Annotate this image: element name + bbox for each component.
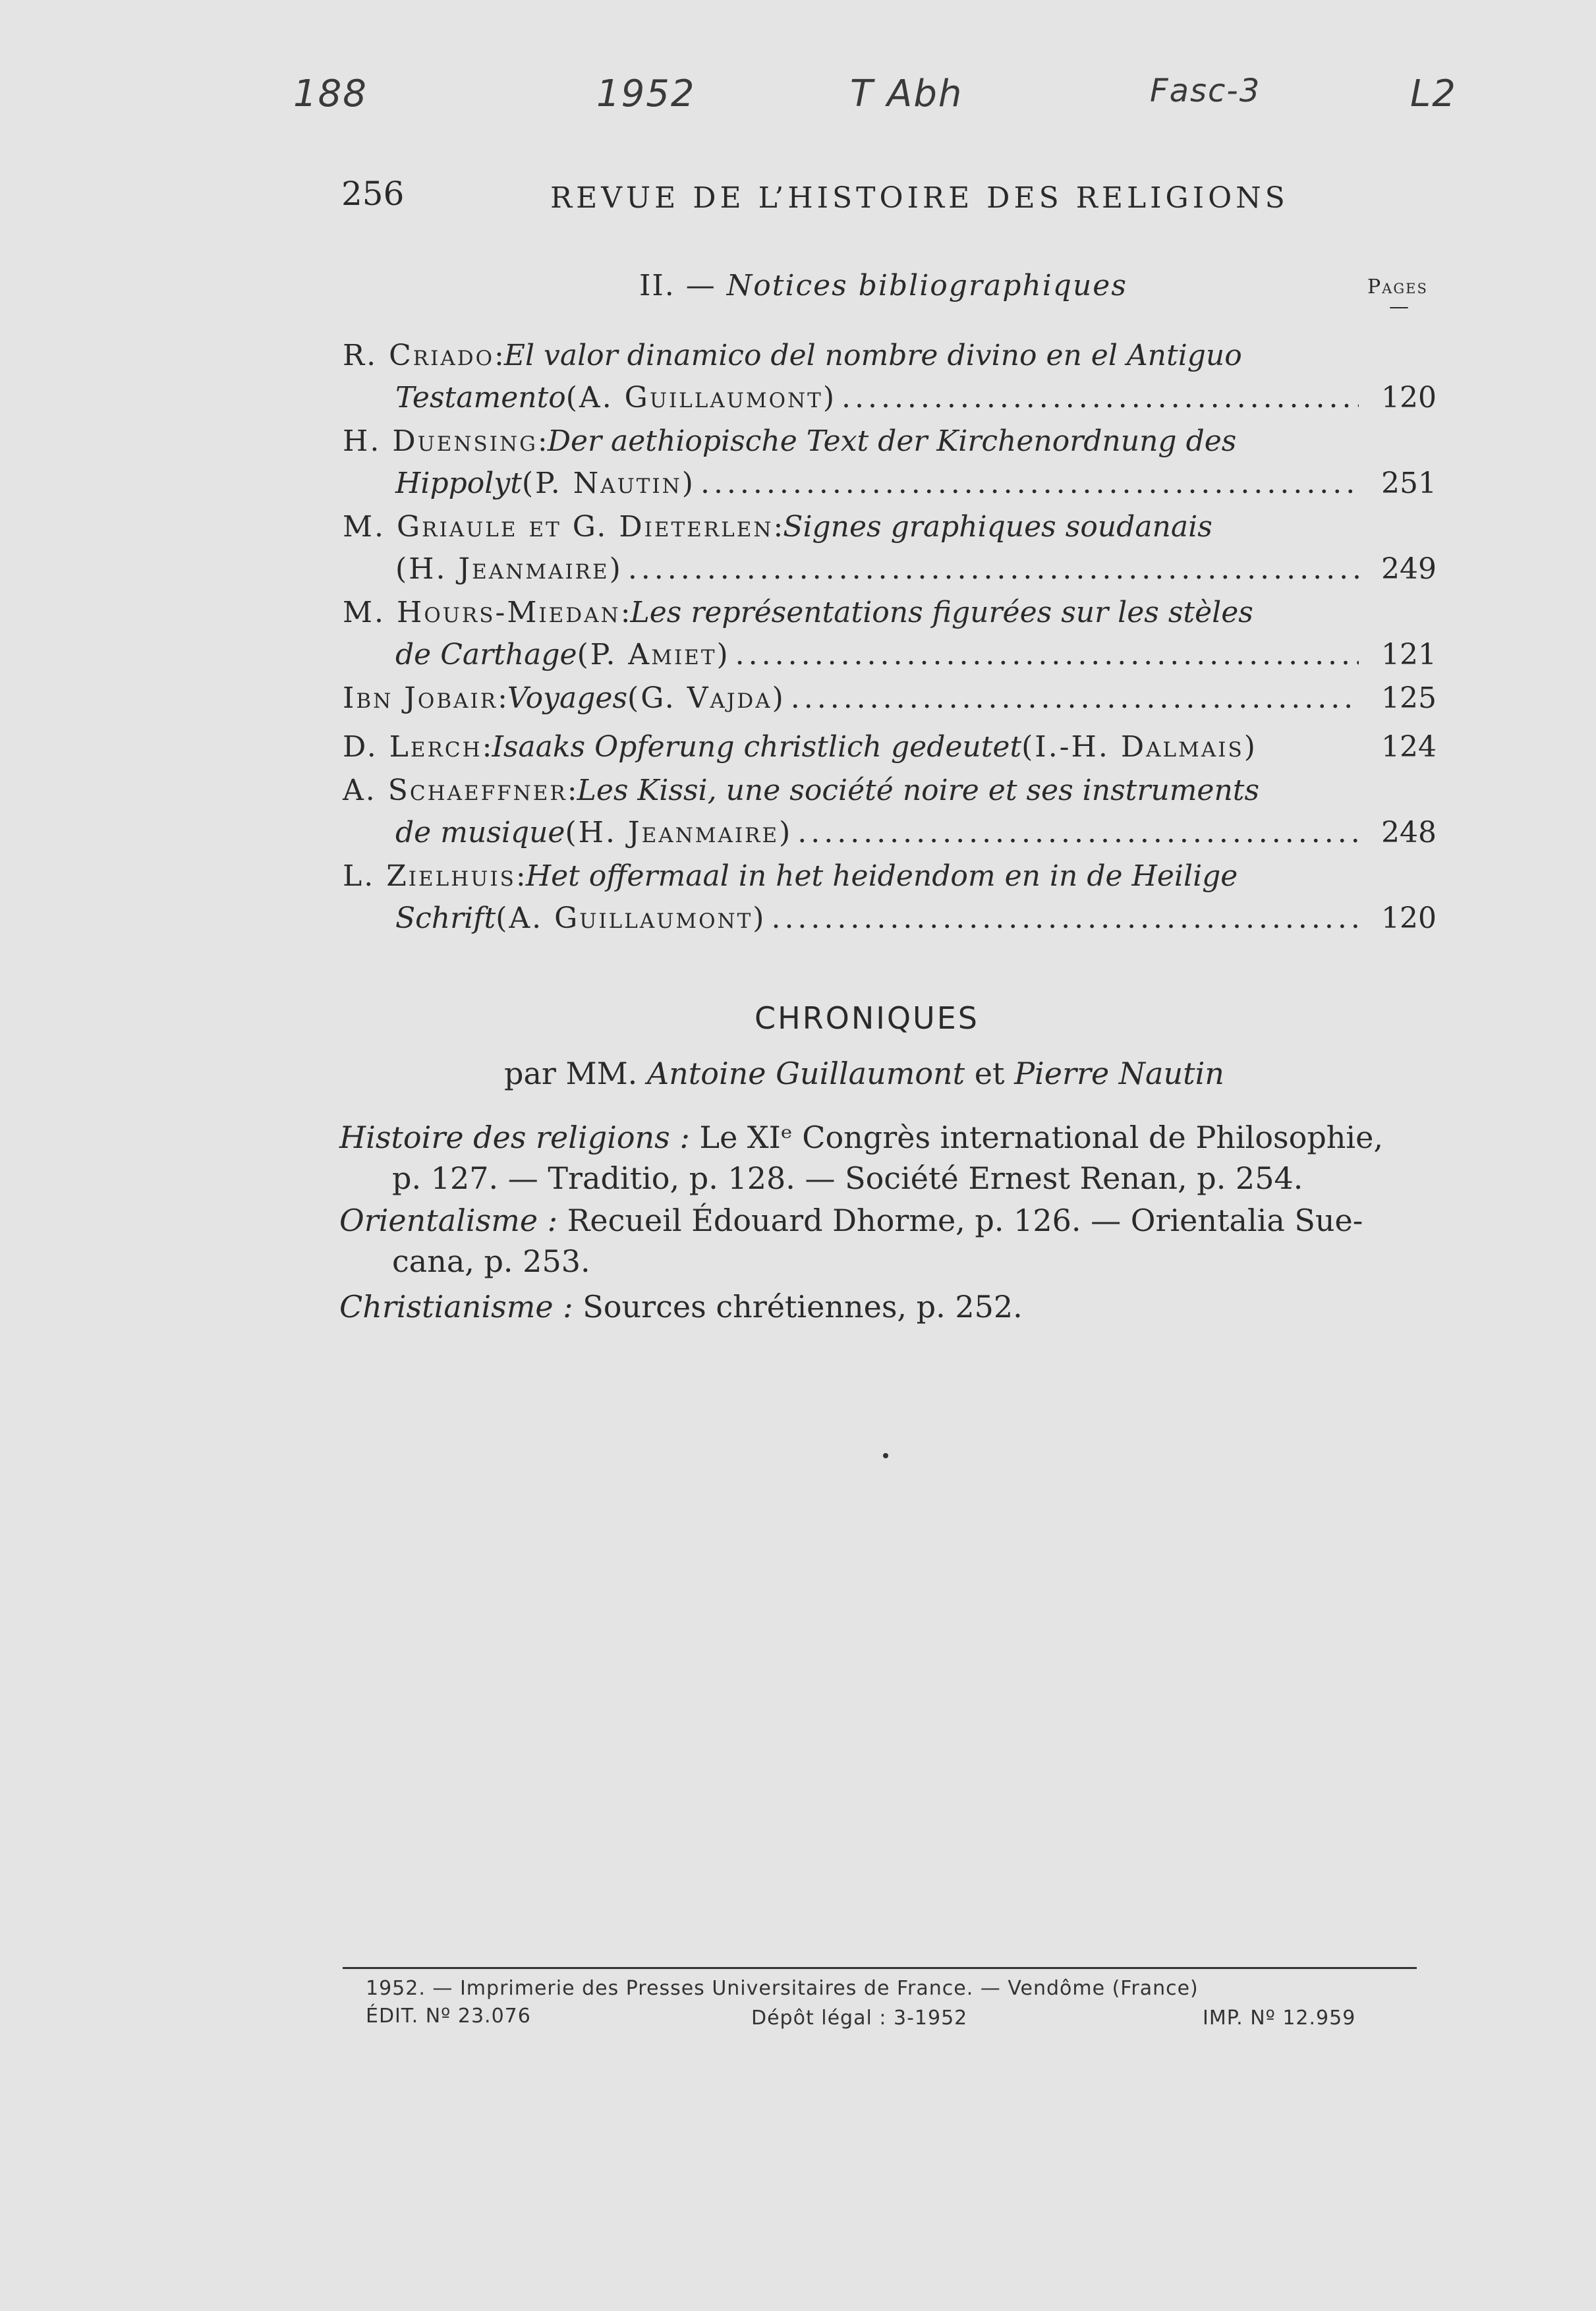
entry-title: Der aethiopische Text der Kirchenordnung des	[547, 424, 1237, 458]
entry-title: Les Kissi, une société noire et ses instruments	[577, 774, 1260, 807]
entry-title: Les représentations figurées sur les stèles	[630, 596, 1253, 629]
entry-author: Ibn Jobair	[343, 681, 498, 715]
entry-title: El valor dinamico del nombre divino en el Antiguo	[503, 339, 1242, 372]
byline-and: et	[965, 1056, 1015, 1091]
entry-page: 249	[1381, 552, 1437, 586]
entry-author: R. Criado	[343, 339, 495, 372]
chronique-label: Christianisme :	[339, 1289, 573, 1325]
entry-title-cont: Hippolyt	[395, 467, 522, 500]
entry-reviewer: (H. Jeanmaire)	[565, 816, 793, 849]
handwritten-note-shelf: L2	[1410, 72, 1457, 115]
notice-entry	[343, 726, 1437, 768]
ornament-dot	[883, 1453, 888, 1458]
notice-entry	[343, 770, 1437, 854]
edition-number: ÉDIT. Nº 23.076	[366, 2005, 531, 2028]
entry-author: D. Lerch	[343, 730, 482, 764]
entry-page: 125	[1381, 681, 1437, 715]
entry-author: M. Griaule et G. Dieterlen	[343, 510, 774, 544]
notice-entry	[343, 335, 1437, 419]
notice-entry	[343, 592, 1437, 676]
chroniques-byline	[504, 1056, 1224, 1091]
entry-title-cont: de musique	[395, 816, 565, 849]
entry-title: Isaaks Opferung christlich gedeutet	[492, 730, 1022, 764]
byline-prefix: par MM.	[504, 1056, 647, 1091]
chronique-label: Orientalisme :	[339, 1203, 558, 1238]
chronique-text: cana, p. 253.	[392, 1243, 590, 1279]
handwritten-note-number: 188	[293, 72, 368, 115]
chronique-text: Recueil Édouard Dhorme, p. 126. — Orientalia Sue-	[557, 1203, 1363, 1238]
entry-title-cont: Schrift	[395, 901, 496, 935]
byline-author-2: Pierre Nautin	[1014, 1056, 1224, 1091]
section-title: Notices bibliographiques	[726, 269, 1127, 302]
entry-separator: :	[773, 510, 784, 544]
entry-reviewer: (I.-H. Dalmais)	[1021, 730, 1257, 764]
pages-column-dash: —	[1389, 295, 1409, 318]
entry-title: Signes graphiques soudanais	[783, 510, 1212, 544]
chronique-text: p. 127. — Traditio, p. 128. — Société Ernest Renan, p. 254.	[392, 1160, 1303, 1196]
entry-author: H. Duensing	[343, 424, 538, 458]
pages-column-label: Pages	[1367, 275, 1428, 299]
chroniques-title: CHRONIQUES	[755, 1000, 979, 1036]
entry-author: M. Hours-Miedan	[343, 596, 621, 629]
chronique-text: Sources chrétiennes, p. 252.	[573, 1289, 1023, 1325]
section-heading	[639, 269, 1127, 302]
entry-author: A. Schaeffner	[343, 774, 567, 807]
entry-reviewer: (G. Vajda)	[627, 681, 785, 715]
footer-rule	[343, 1967, 1417, 1969]
entry-title: Het offermaal in het heidendom en in de Heilige	[525, 859, 1238, 893]
entry-reviewer: (A. Guillaumont)	[565, 381, 836, 414]
notice-entry	[343, 677, 1437, 720]
entry-reviewer: (A. Guillaumont)	[496, 901, 766, 935]
chronique-paragraph	[339, 1200, 1433, 1282]
entry-reviewer: (P. Nautin)	[521, 467, 695, 500]
entry-page: 121	[1381, 638, 1437, 671]
entry-reviewer: (H. Jeanmaire)	[395, 552, 623, 586]
notice-entry	[343, 420, 1437, 505]
entry-reviewer: (P. Amiet)	[577, 638, 730, 671]
entry-separator: :	[537, 424, 548, 458]
chronique-paragraph	[339, 1286, 1433, 1327]
entry-author: L. Zielhuis	[343, 859, 516, 893]
chronique-text: Le XIᵉ Congrès international de Philosophie,	[689, 1120, 1383, 1155]
entry-separator: :	[498, 681, 507, 715]
entry-title: Voyages	[507, 681, 628, 715]
notice-entry	[343, 855, 1437, 940]
handwritten-note-code: T Abh	[850, 72, 963, 115]
printer-line: 1952. — Imprimerie des Presses Universitaires de France. — Vendôme (France)	[366, 1977, 1199, 2000]
section-number: II. —	[639, 269, 727, 302]
entry-page: 124	[1381, 730, 1437, 764]
print-number: IMP. Nº 12.959	[1203, 2007, 1356, 2030]
entry-page: 251	[1381, 467, 1437, 500]
chronique-paragraph	[339, 1117, 1433, 1199]
entry-title-cont: de Carthage	[395, 638, 577, 671]
entry-separator: :	[494, 339, 504, 372]
handwritten-note-year: 1952	[596, 72, 696, 115]
running-title: REVUE DE L’HISTOIRE DES RELIGIONS	[550, 181, 1289, 215]
entry-page: 120	[1381, 901, 1437, 935]
legal-deposit: Dépôt légal : 3-1952	[751, 2007, 968, 2030]
entry-page: 248	[1381, 816, 1437, 849]
notice-entry	[343, 506, 1437, 590]
entry-separator: :	[567, 774, 577, 807]
entry-separator: :	[515, 859, 526, 893]
page-number: 256	[341, 175, 405, 213]
byline-author-1: Antoine Guillaumont	[646, 1056, 965, 1091]
handwritten-note-fascicle: Fasc-3	[1150, 72, 1261, 109]
entry-separator: :	[620, 596, 631, 629]
entry-separator: :	[482, 730, 492, 764]
entry-page: 120	[1381, 381, 1437, 414]
chronique-label: Histoire des religions :	[339, 1120, 690, 1155]
entry-title-cont: Testamento	[395, 381, 566, 414]
